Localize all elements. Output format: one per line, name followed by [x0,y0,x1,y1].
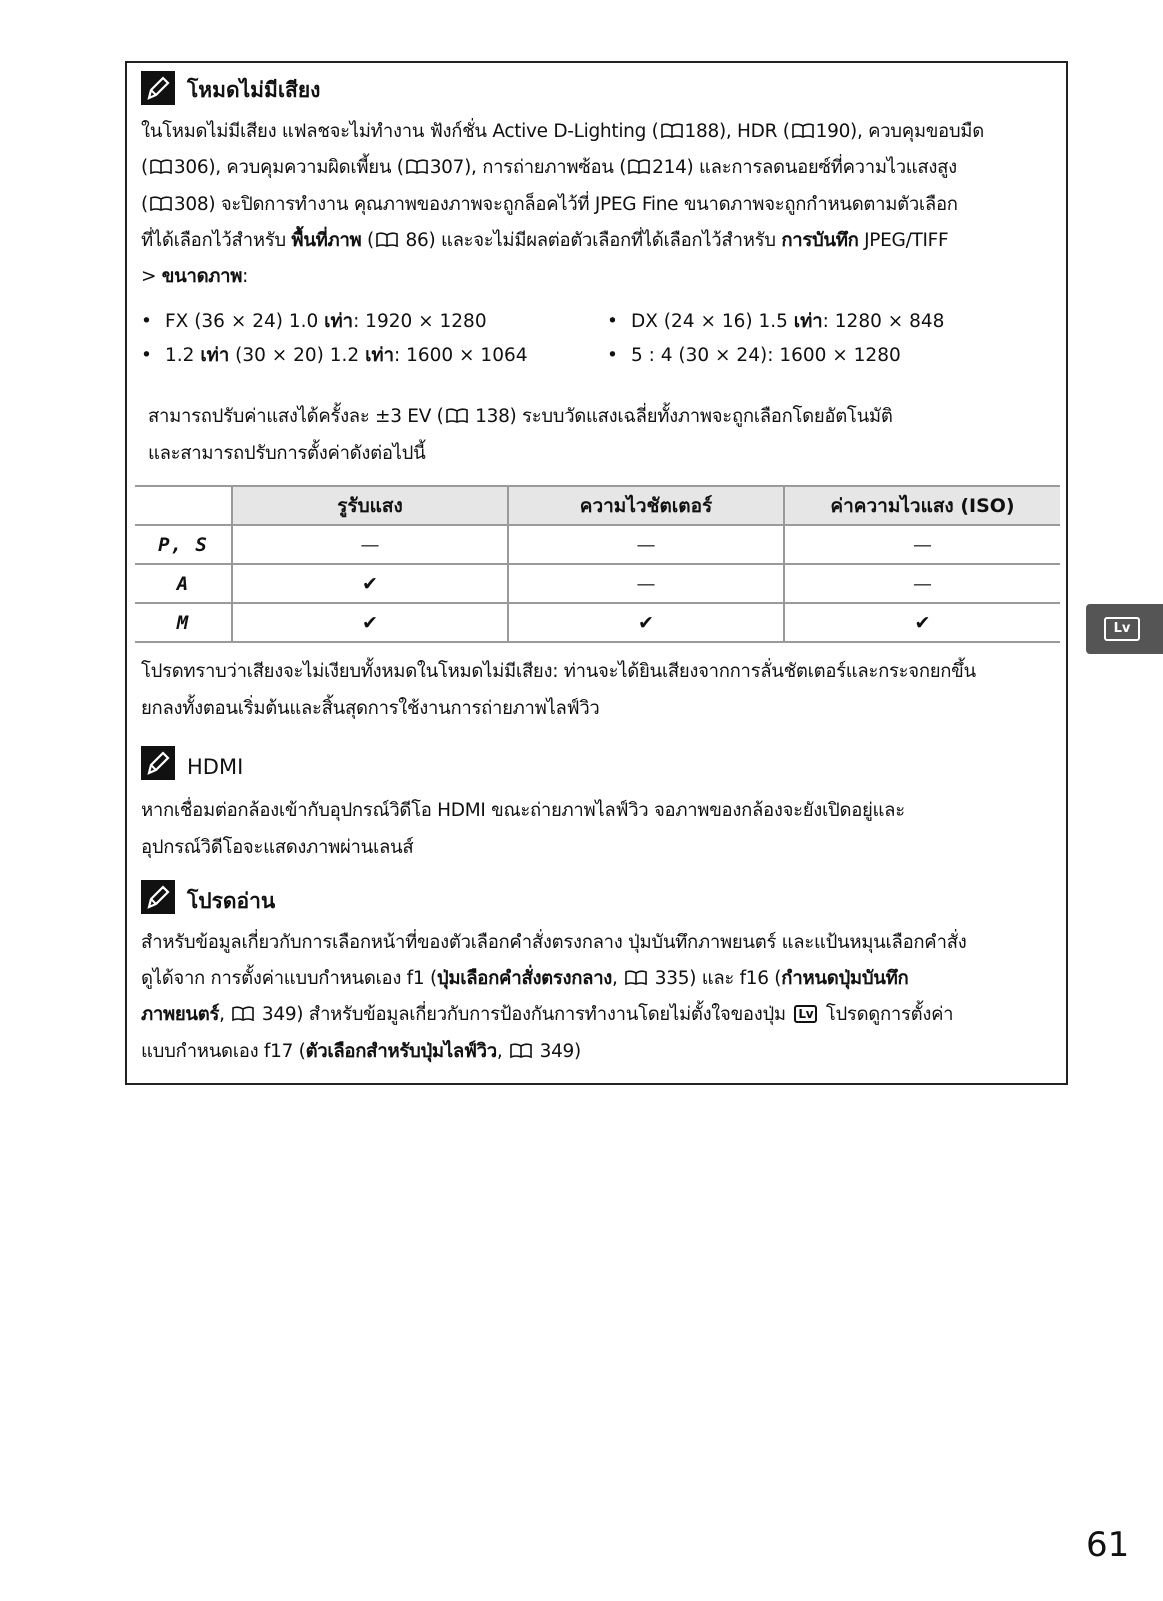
table-cell: — [232,525,508,564]
mode-settings-table [135,485,1060,643]
lv-tab-label: Lv [1104,617,1140,641]
checkmark-icon: ✔ [508,603,784,642]
column-header-shutter: ความไวชัตเตอร์ [508,486,784,525]
book-reference-icon [232,1006,254,1021]
section-tab-live-view[interactable] [1086,604,1163,654]
table-row [135,564,1060,603]
column-header-iso: ค่าความไวแสง (ISO) [784,486,1060,525]
silent-line-1: ในโหมดไม่มีเสียง แฟลชจะไม่ทำงาน ฟังก์ชั่น Active D-Lighting ( 188), HDR ( 190), ควบคุมขอบมืด [141,121,984,142]
table-row [135,525,1060,564]
lv-button-icon: Lv [794,1005,817,1023]
exposure-line-1: สามารถปรับค่าแสงได้ครั้งละ ±3 EV ( 138) ระบบวัดแสงเฉลี่ยทั้งภาพจะถูกเลือกโดยอัตโนมัติ [148,406,893,427]
table-cell: — [508,525,784,564]
checkmark-icon: ✔ [232,603,508,642]
silent-warning-line-2: ยกลงทั้งตอนเริ่มต้นและสิ้นสุดการใช้งานการถ่ายภาพไลฟ์วิว [141,698,600,719]
pencil-note-icon [141,746,175,780]
pencil-note-icon [141,71,175,105]
book-reference-icon [150,196,172,211]
column-header-aperture: รูรับแสง [232,486,508,525]
silent-line-3: ( 308) จะปิดการทำงาน คุณภาพของภาพจะถูกล็อคไว้ที่ JPEG Fine ขนาดภาพจะถูกกำหนดตามตัวเลือก [141,194,958,215]
hdmi-line-2: อุปกรณ์วิดีโอจะแสดงภาพผ่านเลนส์ [141,837,414,858]
read-line-2: ดูได้จาก การตั้งค่าแบบกำหนดเอง f1 (ปุ่มเลือกคำสั่งตรงกลาง, 335) และ f16 (กำหนดปุ่มบันทึก [141,968,909,989]
book-reference-icon [406,159,428,174]
table-row [135,603,1060,642]
book-reference-icon [661,123,683,138]
book-reference-icon [628,159,650,174]
book-reference-icon [446,408,468,423]
silent-warning-line-1: โปรดทราบว่าเสียงจะไม่เงียบทั้งหมดในโหมดไม่มีเสียง: ท่านจะได้ยินเสียงจากการลั่นชัตเตอร์และกระจกยกขึ้น [141,661,976,682]
hdmi-title: HDMI [187,755,244,779]
mode-label: P, S [135,525,232,564]
hdmi-line-1: หากเชื่อมต่อกล้องเข้ากับอุปกรณ์วิดีโอ HDMI ขณะถ่ายภาพไลฟ์วิว จอภาพของกล้องจะยังเปิดอยู่และ [141,800,905,821]
mode-label: M [135,603,232,642]
size-item-54: • 5 : 4 (30 × 24): 1600 × 1280 [607,345,901,366]
book-reference-icon [792,123,814,138]
read-line-4: แบบกำหนดเอง f17 (ตัวเลือกสำหรับปุ่มไลฟ์วิว, 349) [141,1041,581,1062]
book-reference-icon [150,159,172,174]
silent-line-2: ( 306), ควบคุมความผิดเพี้ยน ( 307), การถ่ายภาพซ้อน ( 214) และการลดนอยซ์ที่ความไวแสงสูง [141,157,957,178]
book-reference-icon [376,232,398,247]
silent-line-4: ที่ได้เลือกไว้สำหรับ พื้นที่ภาพ ( 86) และจะไม่มีผลต่อตัวเลือกที่ได้เลือกไว้สำหรับ การบันทึก JPEG/TIFF [141,230,949,251]
silent-line-5: > ขนาดภาพ: [141,266,249,287]
mode-label: A [135,564,232,603]
read-note-title: โปรดอ่าน [187,889,276,913]
book-reference-icon [625,970,647,985]
silent-mode-title: โหมดไม่มีเสียง [187,78,321,102]
book-reference-icon [510,1043,532,1058]
size-item-fx: • FX (36 × 24) 1.0 เท่า: 1920 × 1280 [141,311,487,332]
size-item-12x: • 1.2 เท่า (30 × 20) 1.2 เท่า: 1600 × 1064 [141,345,528,366]
table-cell: — [508,564,784,603]
size-item-dx: • DX (24 × 16) 1.5 เท่า: 1280 × 848 [607,311,945,332]
table-cell: — [784,525,1060,564]
exposure-line-2: และสามารถปรับการตั้งค่าดังต่อไปนี้ [148,443,426,464]
pencil-note-icon [141,880,175,914]
checkmark-icon: ✔ [784,603,1060,642]
table-cell: — [784,564,1060,603]
checkmark-icon: ✔ [232,564,508,603]
page-number: 61 [1086,1525,1130,1565]
read-line-3: ภาพยนตร์, 349) สำหรับข้อมูลเกี่ยวกับการป้องกันการทำงานโดยไม่ตั้งใจของปุ่ม Lv โปรดดูการตั้งค่า [141,1004,954,1025]
read-line-1: สำหรับข้อมูลเกี่ยวกับการเลือกหน้าที่ของตัวเลือกคำสั่งตรงกลาง ปุ่มบันทึกภาพยนตร์ และแป้นหมุนเลือกคำสั่ง [141,932,967,953]
table-corner [135,486,232,525]
